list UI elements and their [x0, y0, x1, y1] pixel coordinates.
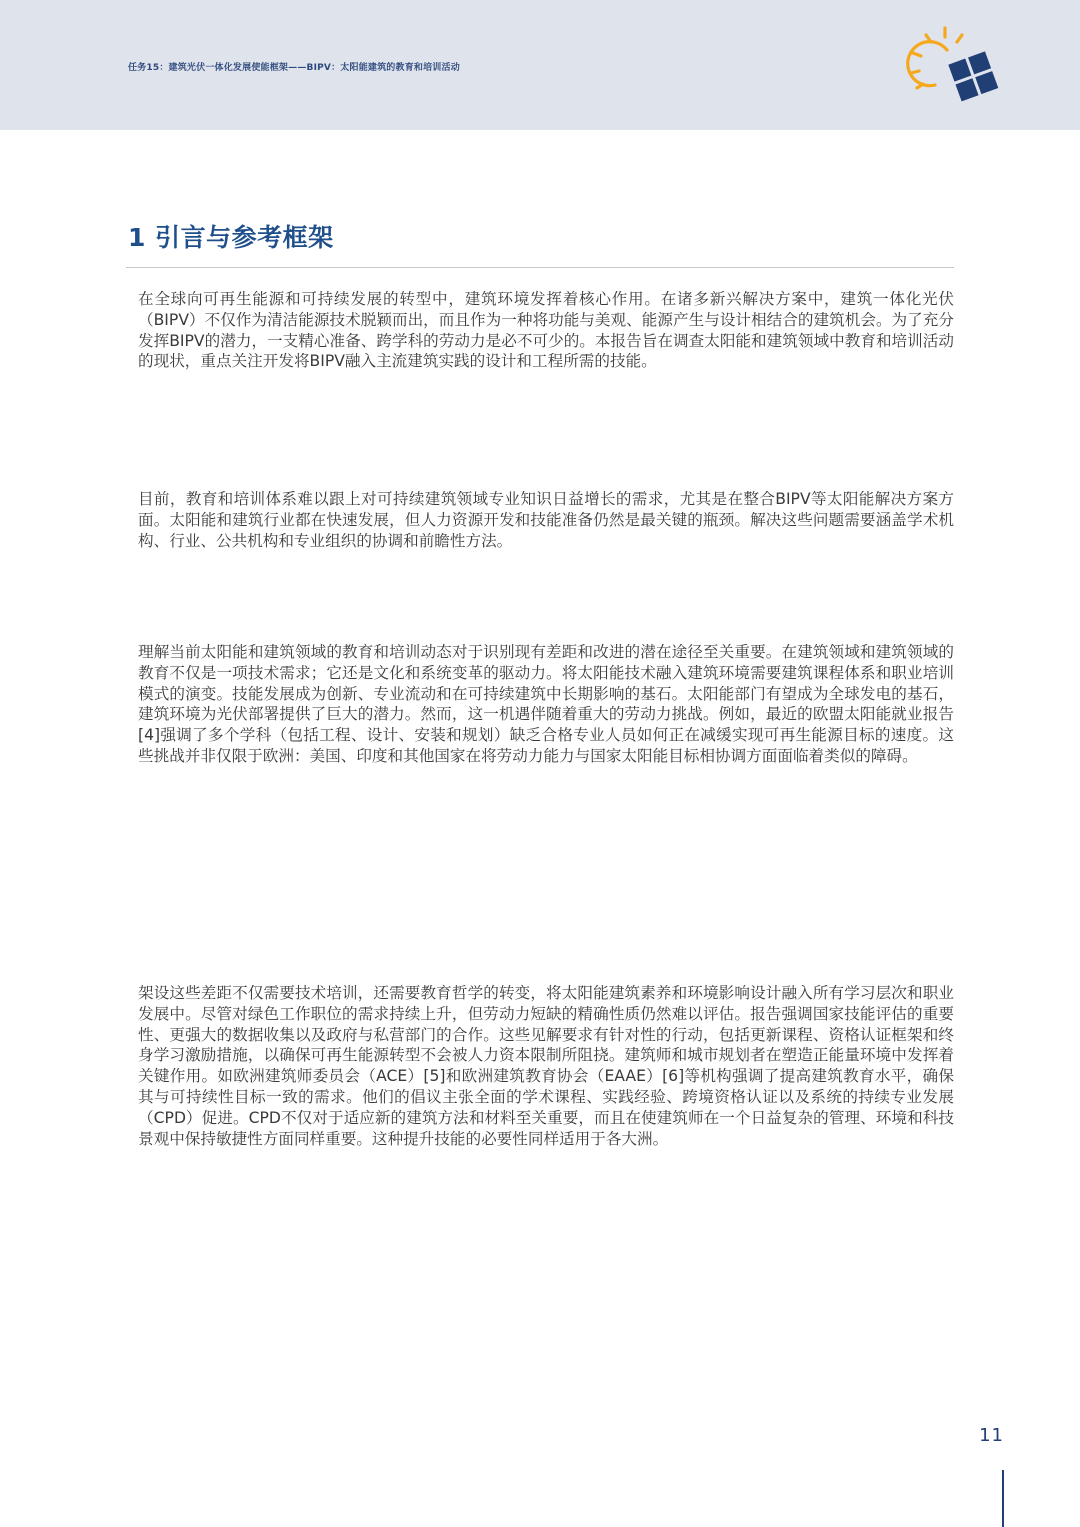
body-paragraph: 在全球向可再生能源和可持续发展的转型中，建筑环境发挥着核心作用。在诸多新兴解决方案中，建筑一体化光伏（BIPV）不仅作为清洁能源技术脱颖而出，而且作为一种将功能与美观、能源产生与设计相结合的建筑机会。为了充分发挥BIPV的潜力，一支精心准备、跨学科的劳动力是必不可少的。本报告旨在调查太阳能和建筑领域中教育和培训活动的现状，重点关注开发将BIPV融入主流建筑实践的设计和工程所需的技能。 [138, 290, 954, 371]
running-header-title: 任务15：建筑光伏一体化发展使能框架——BIPV：太阳能建筑的教育和培训活动 [128, 63, 460, 73]
body-paragraph: 目前，教育和培训体系难以跟上对可持续建筑领域专业知识日益增长的需求，尤其是在整合BIPV等太阳能解决方案方面。太阳能和建筑行业都在快速发展，但人力资源开发和技能准备仍然是最关键的瓶颈。解决这些问题需要涵盖学术机构、行业、公共机构和专业组织的协调和前瞻性方法。 [138, 490, 954, 550]
sun-solar-panel-logo-icon [905, 25, 1005, 110]
body-paragraph: 理解当前太阳能和建筑领域的教育和培训动态对于识别现有差距和改进的潜在途径至关重要。在建筑领域和建筑领域的教育不仅是一项技术需求；它还是文化和系统变革的驱动力。将太阳能技术融入建筑环境需要建筑课程体系和职业培训模式的演变。技能发展成为创新、专业流动和在可持续建筑中长期影响的基石。太阳能部门有望成为全球发电的基石，建筑环境为光伏部署提供了巨大的潜力。然而，这一机遇伴随着重大的劳动力挑战。例如，最近的欧盟太阳能就业报告[4]强调了多个学科（包括工程、设计、安装和规划）缺乏合格专业人员如何正在减缓实现可再生能源目标的速度。这些挑战并非仅限于欧洲：美国、印度和其他国家在将劳动力能力与国家太阳能目标相协调方面面临着类似的障碍。 [138, 643, 954, 765]
page-number-rule [1002, 1470, 1004, 1527]
section-divider [126, 267, 954, 268]
section-title: 1 引言与参考框架 [128, 223, 334, 252]
body-paragraph: 架设这些差距不仅需要技术培训，还需要教育哲学的转变，将太阳能建筑素养和环境影响设计融入所有学习层次和职业发展中。尽管对绿色工作职位的需求持续上升，但劳动力短缺的精确性质仍然难以评估。报告强调国家技能评估的重要性、更强大的数据收集以及政府与私营部门的合作。这些见解要求有针对性的行动，包括更新课程、资格认证框架和终身学习激励措施，以确保可再生能源转型不会被人力资本限制所阻挠。建筑师和城市规划者在塑造正能量环境中发挥着关键作用。如欧洲建筑师委员会（ACE）[5]和欧洲建筑教育协会（EAAE）[6]等机构强调了提高建筑教育水平，确保其与可持续性目标一致的需求。他们的倡议主张全面的学术课程、实践经验、跨境资格认证以及系统的持续专业发展（CPD）促进。CPD不仅对于适应新的建筑方法和材料至关重要，而且在使建筑师在一个日益复杂的管理、环境和科技景观中保持敏捷性方面同样重要。这种提升技能的必要性同样适用于各大洲。 [138, 984, 954, 1148]
page-number: 11 [979, 1425, 1004, 1446]
